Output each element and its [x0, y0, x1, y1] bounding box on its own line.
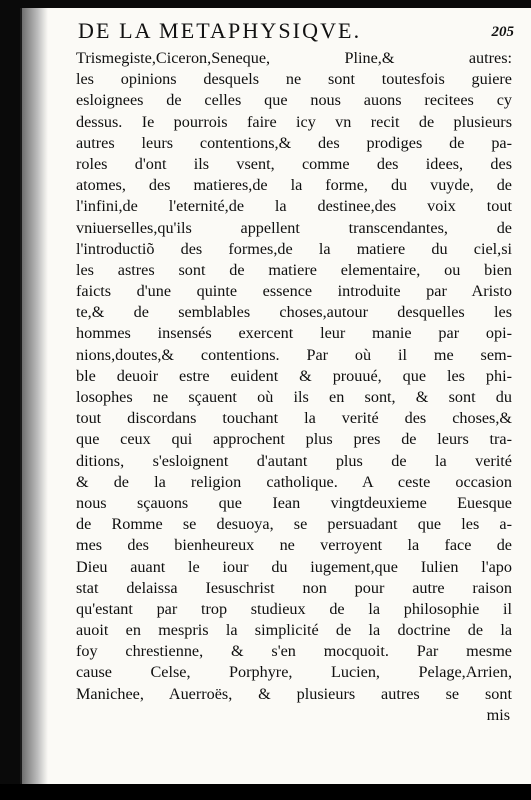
page-number: 205 [491, 24, 514, 40]
text-line: Dieu auant le iour du iugement,que Iulien l'apo [76, 557, 512, 576]
text-line: l'infini,de l'eternité,de la destinee,des voix tout [76, 197, 512, 216]
text-line: nous sçauons que Iean vingtdeuxieme Euesque [76, 493, 512, 512]
text-line: hommes insensés exercent leur manie par opi- [76, 324, 512, 343]
text-line: autres leurs contentions,& des prodiges de pa- [76, 133, 512, 152]
text-line: dessus. Ie pourrois faire icy vn recit de plusieurs [76, 112, 512, 131]
text-line: atomes, des matieres,de la forme, du vuyde, de [76, 176, 512, 195]
text-line: ble deuoir estre euident & prouué, que les phi- [76, 366, 512, 385]
text-line: roles d'ont ils vsent, comme des idees, des [76, 154, 512, 173]
text-line: tout discordans touchant la verité des choses,& [76, 409, 512, 428]
text-line: vniuerselles,qu'ils appellent transcendantes, de [76, 218, 512, 237]
text-line: qu'estant par trop studieux de la philosophie il [76, 599, 512, 618]
text-line: stat delaissa Iesuschrist non pour autre raison [76, 578, 512, 597]
text-line: les opinions desquels ne sont toutesfois guiere [76, 70, 512, 89]
text-line: cause Celse, Porphyre, Lucien, Pelage,Arrien, [76, 663, 512, 682]
text-line: que ceux qui approchent plus pres de leurs tra- [76, 430, 512, 449]
text-line: losophes ne sçauent où ils en sont, & sont du [76, 388, 512, 406]
catchword: mis [486, 705, 510, 724]
text-line: mes des bienheureux ne verroyent la face de [76, 536, 512, 555]
text-line: esloignees de celles que nous auons recitees cy [76, 91, 512, 110]
text-line: faicts d'une quinte essence introduite par Aristo [76, 282, 512, 301]
text-line: foy chrestienne, & s'en mocquoit. Par mesme [76, 642, 512, 661]
text-line: Manichee, Auerroës, & plusieurs autres se sont [76, 684, 512, 703]
text-line: les astres sont de matiere elementaire, ou bien [76, 260, 512, 279]
binding-gutter-shadow [22, 8, 48, 785]
text-line: te,& de semblables choses,autour desquelles les [76, 303, 512, 322]
text-line: & de la religion catholique. A ceste occasion [76, 472, 512, 491]
body-text [76, 48, 512, 726]
text-line: Trismegiste,Ciceron,Seneque, Pline,& autres: [76, 49, 512, 67]
text-line: ditions, s'esloignent d'autant plus de la verité [76, 451, 512, 470]
text-line: de Romme se desuoya, se persuadant que les a- [76, 515, 512, 534]
scan-bottom-edge [0, 784, 531, 800]
text-line: auoit en mespris la simplicité de la doctrine de la [76, 621, 512, 640]
text-line: nions,doutes,& contentions. Par où il me sem- [76, 345, 512, 364]
page-header [78, 18, 514, 48]
text-line: l'introductiõ des formes,de la matiere du ciel,si [76, 239, 512, 258]
running-head: DE LA METAPHYSIQVE. [78, 18, 362, 43]
